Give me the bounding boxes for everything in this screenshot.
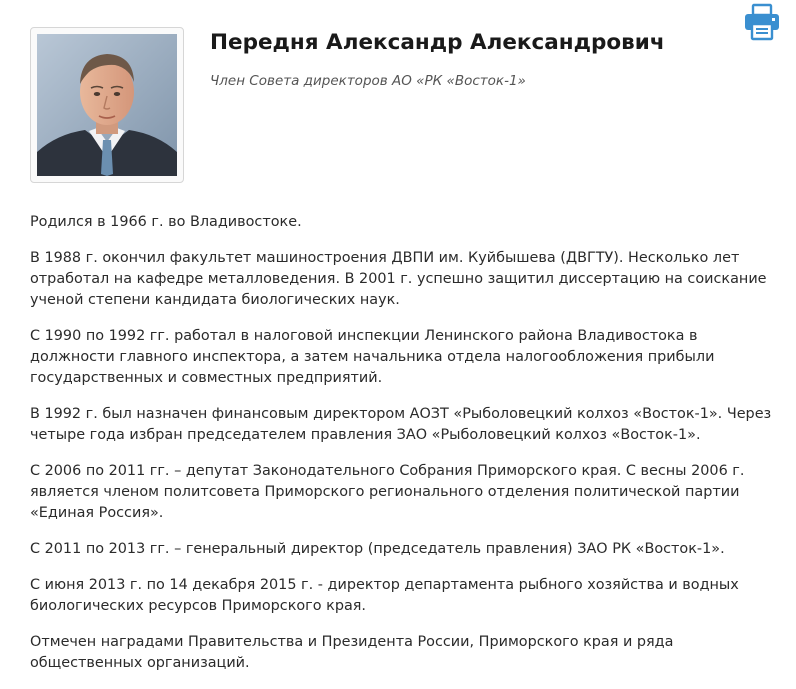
- printer-icon: [743, 3, 781, 41]
- person-header: [210, 28, 730, 90]
- bio-paragraph: В 1988 г. окончил факультет машиностроения ДВПИ им. Куйбышева (ДВГТУ). Несколько лет отработал на кафедре металловедения. В 2001 г. успешно защитил диссертацию на соискание ученой степени кандидата биологических наук.: [30, 250, 767, 308]
- portrait-image: [37, 34, 177, 176]
- person-name: Передня Александр Александрович: [210, 30, 665, 55]
- bio-paragraph: С 2006 по 2011 гг. – депутат Законодательного Собрания Приморского края. С весны 2006 г. является членом политсовета Приморского регионального отделения политической партии «Единая Россия».: [30, 463, 745, 521]
- biography: [30, 212, 782, 689]
- bio-paragraph: С июня 2013 г. по 14 декабря 2015 г. - директор департамента рыбного хозяйства и водных биологических ресурсов Приморского края.: [30, 577, 739, 614]
- person-position: Член Совета директоров АО «РК «Восток-1»: [210, 73, 526, 89]
- bio-paragraph: Отмечен наградами Правительства и Президента России, Приморского края и ряда общественных организаций.: [30, 634, 674, 671]
- print-button[interactable]: [743, 3, 781, 41]
- bio-paragraph: Родился в 1966 г. во Владивостоке.: [30, 214, 302, 230]
- portrait-photo: [30, 27, 184, 183]
- bio-paragraph: С 1990 по 1992 гг. работал в налоговой инспекции Ленинского района Владивостока в должности главного инспектора, а затем начальника отдела налогообложения прибыли государственных и совместных предприятий.: [30, 328, 715, 386]
- bio-paragraph: С 2011 по 2013 гг. – генеральный директор (председатель правления) ЗАО РК «Восток-1».: [30, 541, 725, 557]
- bio-paragraph: В 1992 г. был назначен финансовым директором АОЗТ «Рыболовецкий колхоз «Восток-1». Через четыре года избран председателем правления ЗАО «Рыболовецкий колхоз «Восток-1».: [30, 406, 772, 443]
